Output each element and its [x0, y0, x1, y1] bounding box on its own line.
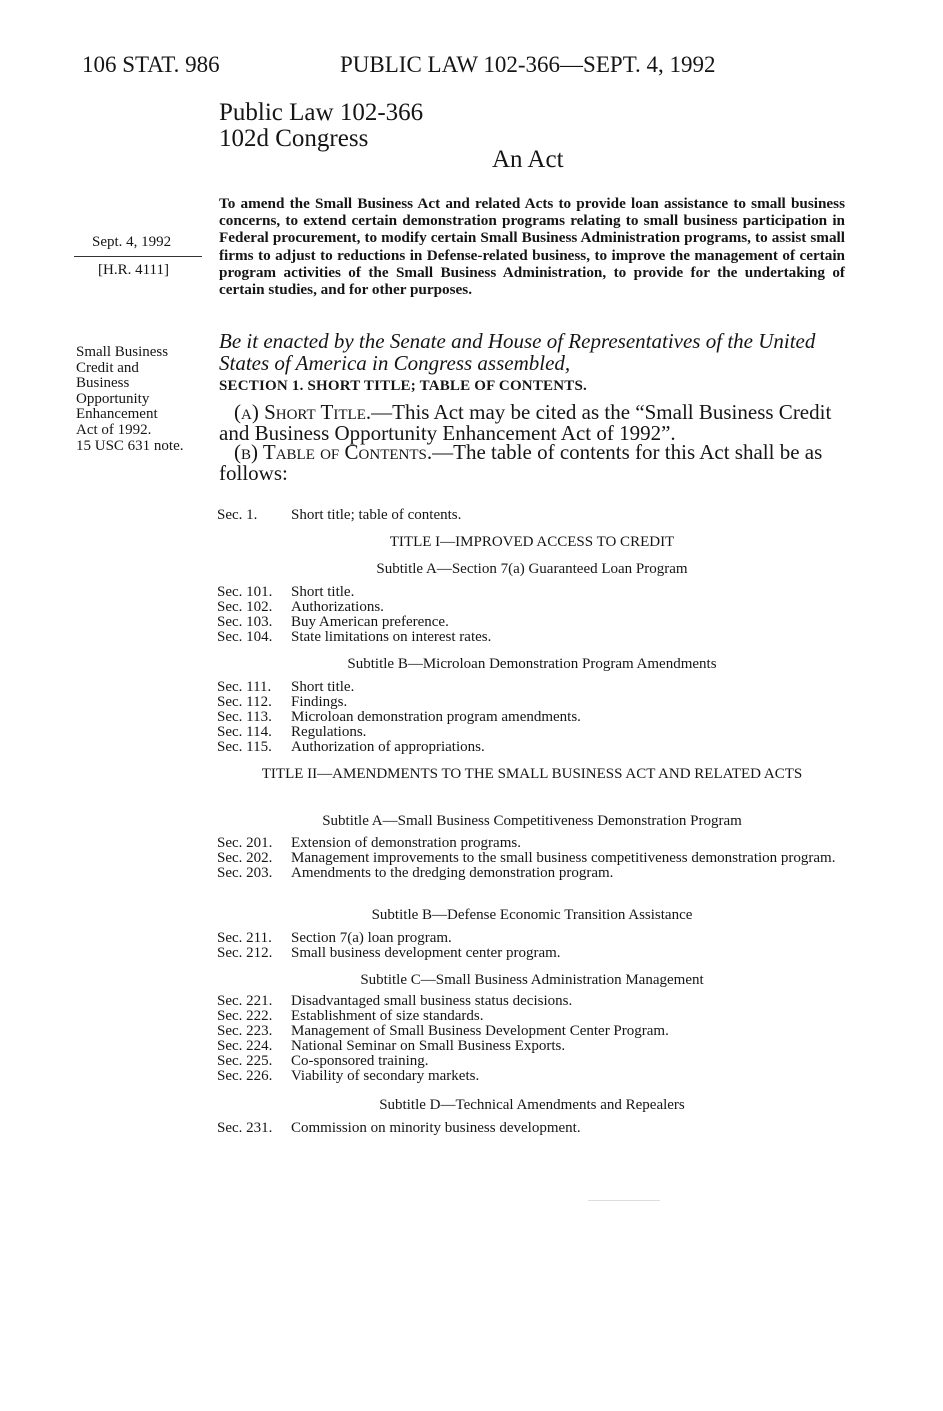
- table-of-contents-paragraph: [219, 442, 845, 484]
- margin-short-title-note: [76, 345, 206, 454]
- toc-section-title: Extension of demonstration programs.: [291, 835, 521, 851]
- toc-section-title: Findings.: [291, 694, 348, 710]
- toc-section-number: Sec. 102.: [217, 599, 273, 615]
- toc-entry: [217, 1121, 847, 1136]
- toc-section-title: Amendments to the dredging demonstration program.: [291, 865, 614, 881]
- toc-section-title: Microloan demonstration program amendments.: [291, 709, 581, 725]
- toc-section-title: Commission on minority business development.: [291, 1120, 581, 1136]
- toc-entry: [217, 1009, 847, 1024]
- toc-section-number: Sec. 103.: [217, 614, 273, 630]
- toc-entry: [217, 946, 847, 961]
- stat-page-number: 106 STAT. 986: [82, 52, 220, 77]
- toc-section-title: Buy American preference.: [291, 614, 449, 630]
- toc-section-title: Small business development center program.: [291, 945, 561, 961]
- toc-section-title: Authorizations.: [291, 599, 384, 615]
- toc-section-title: Management of Small Business Development Center Program.: [291, 1023, 669, 1039]
- toc-section-number: Sec. 114.: [217, 724, 272, 740]
- margin-note-line: Small Business: [76, 344, 169, 360]
- title-1-subtitle-a-list: [217, 585, 847, 645]
- title-2-subtitle-b-list: [217, 931, 847, 961]
- toc-entry: [217, 695, 847, 710]
- short-title-text: —This Act may be cited as the “Small Business Credit and Business Opportunity Enhancement Act of 1992”.: [219, 400, 832, 445]
- section-1-heading: SECTION 1. SHORT TITLE; TABLE OF CONTENTS.: [219, 378, 587, 394]
- margin-note-line: Enhancement: [76, 406, 158, 423]
- toc-label: (b) Table of Contents.: [234, 440, 433, 464]
- toc-section-title: Regulations.: [291, 724, 367, 740]
- toc-sec-1: [217, 508, 847, 523]
- toc-section-number: Sec. 231.: [217, 1120, 273, 1136]
- toc-section-number: Sec. 201.: [217, 835, 273, 851]
- title-2-subtitle-d-list: [217, 1121, 847, 1136]
- short-title-label: (a) Short Title.: [234, 400, 372, 424]
- title-1-heading: TITLE I—IMPROVED ACCESS TO CREDIT: [389, 534, 675, 550]
- toc-entry: [217, 1069, 847, 1084]
- margin-date: Sept. 4, 1992: [92, 234, 172, 250]
- toc-entry: [217, 851, 847, 866]
- toc-entry: [217, 1024, 847, 1039]
- toc-section-number: Sec. 211.: [217, 930, 272, 946]
- toc-section-number: Sec. 202.: [217, 850, 273, 866]
- toc-entry: [217, 585, 847, 600]
- toc-entry: [217, 931, 847, 946]
- toc-entry: [217, 866, 847, 881]
- toc-section-number: Sec. 212.: [217, 945, 273, 961]
- toc-entry: [217, 710, 847, 725]
- margin-note-line: Credit and: [76, 359, 139, 376]
- enacting-clause: Be it enacted by the Senate and House of Representatives of the United States of America in Congress assembled,: [219, 329, 816, 375]
- toc-section-number: Sec. 225.: [217, 1053, 273, 1069]
- title-2-subtitle-c-heading: Subtitle C—Small Business Administration Management: [360, 972, 704, 988]
- toc-section-number: Sec. 104.: [217, 629, 273, 645]
- toc-section-title: Short title.: [291, 584, 355, 600]
- toc-section-number: Sec. 221.: [217, 993, 273, 1009]
- toc-section-title: Authorization of appropriations.: [291, 739, 485, 755]
- margin-note-line: 15 USC 631 note.: [76, 437, 184, 454]
- toc-section-number: Sec. 1.: [217, 507, 258, 523]
- toc-section-number: Sec. 222.: [217, 1008, 273, 1024]
- title-1-subtitle-b-list: [217, 680, 847, 755]
- title-1-subtitle-b-heading: Subtitle B—Microloan Demonstration Program Amendments: [347, 656, 717, 672]
- short-title-paragraph: [219, 402, 845, 444]
- title-2-subtitle-c-list: [217, 994, 847, 1084]
- running-title: PUBLIC LAW 102-366—SEPT. 4, 1992: [340, 52, 716, 77]
- title-2-subtitle-d-heading: Subtitle D—Technical Amendments and Repealers: [379, 1097, 685, 1113]
- toc-section-number: Sec. 113.: [217, 709, 272, 725]
- toc-section-title: Viability of secondary markets.: [291, 1068, 480, 1084]
- margin-divider: [74, 256, 202, 257]
- toc-section-number: Sec. 224.: [217, 1038, 273, 1054]
- toc-entry: [217, 1054, 847, 1069]
- purpose-paragraph: To amend the Small Business Act and related Acts to provide loan assistance to small business concerns, to extend certain demonstration programs relating to small business participation in Federal procurement, to modify certain Small Business Administration programs, to assist small firms to adjust to reductions in Defense-related business, to improve the management of certain program activities of the Small Business Administration, to provide for the undertaking of certain studies, and for other purposes.: [219, 195, 845, 299]
- toc-intro-text: —The table of contents for this Act shall be as follows:: [219, 440, 823, 485]
- faint-scan-mark: [588, 1200, 660, 1201]
- toc-entry: [217, 836, 847, 851]
- margin-bill-number: [H.R. 4111]: [98, 262, 169, 278]
- toc-entry: [217, 600, 847, 615]
- toc-section-number: Sec. 203.: [217, 865, 273, 881]
- toc-section-number: Sec. 223.: [217, 1023, 273, 1039]
- toc-entry: [217, 630, 847, 645]
- title-2-subtitle-a-list: [217, 836, 847, 881]
- toc-entry: [217, 615, 847, 630]
- toc-entry: [217, 1039, 847, 1054]
- toc-section-title: Short title; table of contents.: [291, 507, 462, 523]
- toc-section-title: Establishment of size standards.: [291, 1008, 484, 1024]
- margin-note-line: Business: [76, 375, 130, 392]
- margin-note-line: Act of 1992.: [76, 421, 152, 438]
- title-2-subtitle-b-heading: Subtitle B—Defense Economic Transition Assistance: [371, 907, 693, 923]
- title-1-subtitle-a-heading: Subtitle A—Section 7(a) Guaranteed Loan Program: [376, 561, 688, 577]
- toc-entry: [217, 680, 847, 695]
- title-2-subtitle-a-heading: Subtitle A—Small Business Competitiveness Demonstration Program: [322, 813, 742, 829]
- toc-section-title: National Seminar on Small Business Exports.: [291, 1038, 566, 1054]
- toc-section-number: Sec. 226.: [217, 1068, 273, 1084]
- toc-section-title: Section 7(a) loan program.: [291, 930, 452, 946]
- toc-section-title: Short title.: [291, 679, 355, 695]
- margin-note-line: Opportunity: [76, 390, 150, 407]
- toc-section-title: Disadvantaged small business status decisions.: [291, 993, 573, 1009]
- toc-section-title: Management improvements to the small business competitiveness demonstration program.: [291, 850, 836, 866]
- toc-entry: [217, 508, 847, 523]
- toc-section-number: Sec. 101.: [217, 584, 273, 600]
- title-2-heading: TITLE II—AMENDMENTS TO THE SMALL BUSINESS ACT AND RELATED ACTS: [261, 766, 803, 782]
- toc-section-number: Sec. 115.: [217, 739, 272, 755]
- toc-section-title: Co-sponsored training.: [291, 1053, 429, 1069]
- toc-section-title: State limitations on interest rates.: [291, 629, 492, 645]
- toc-entry: [217, 740, 847, 755]
- toc-section-number: Sec. 111.: [217, 679, 272, 695]
- public-law-number: Public Law 102-366: [219, 99, 424, 126]
- congress-label: 102d Congress: [219, 125, 369, 152]
- toc-section-number: Sec. 112.: [217, 694, 272, 710]
- toc-entry: [217, 994, 847, 1009]
- act-heading: An Act: [492, 146, 564, 173]
- toc-entry: [217, 725, 847, 740]
